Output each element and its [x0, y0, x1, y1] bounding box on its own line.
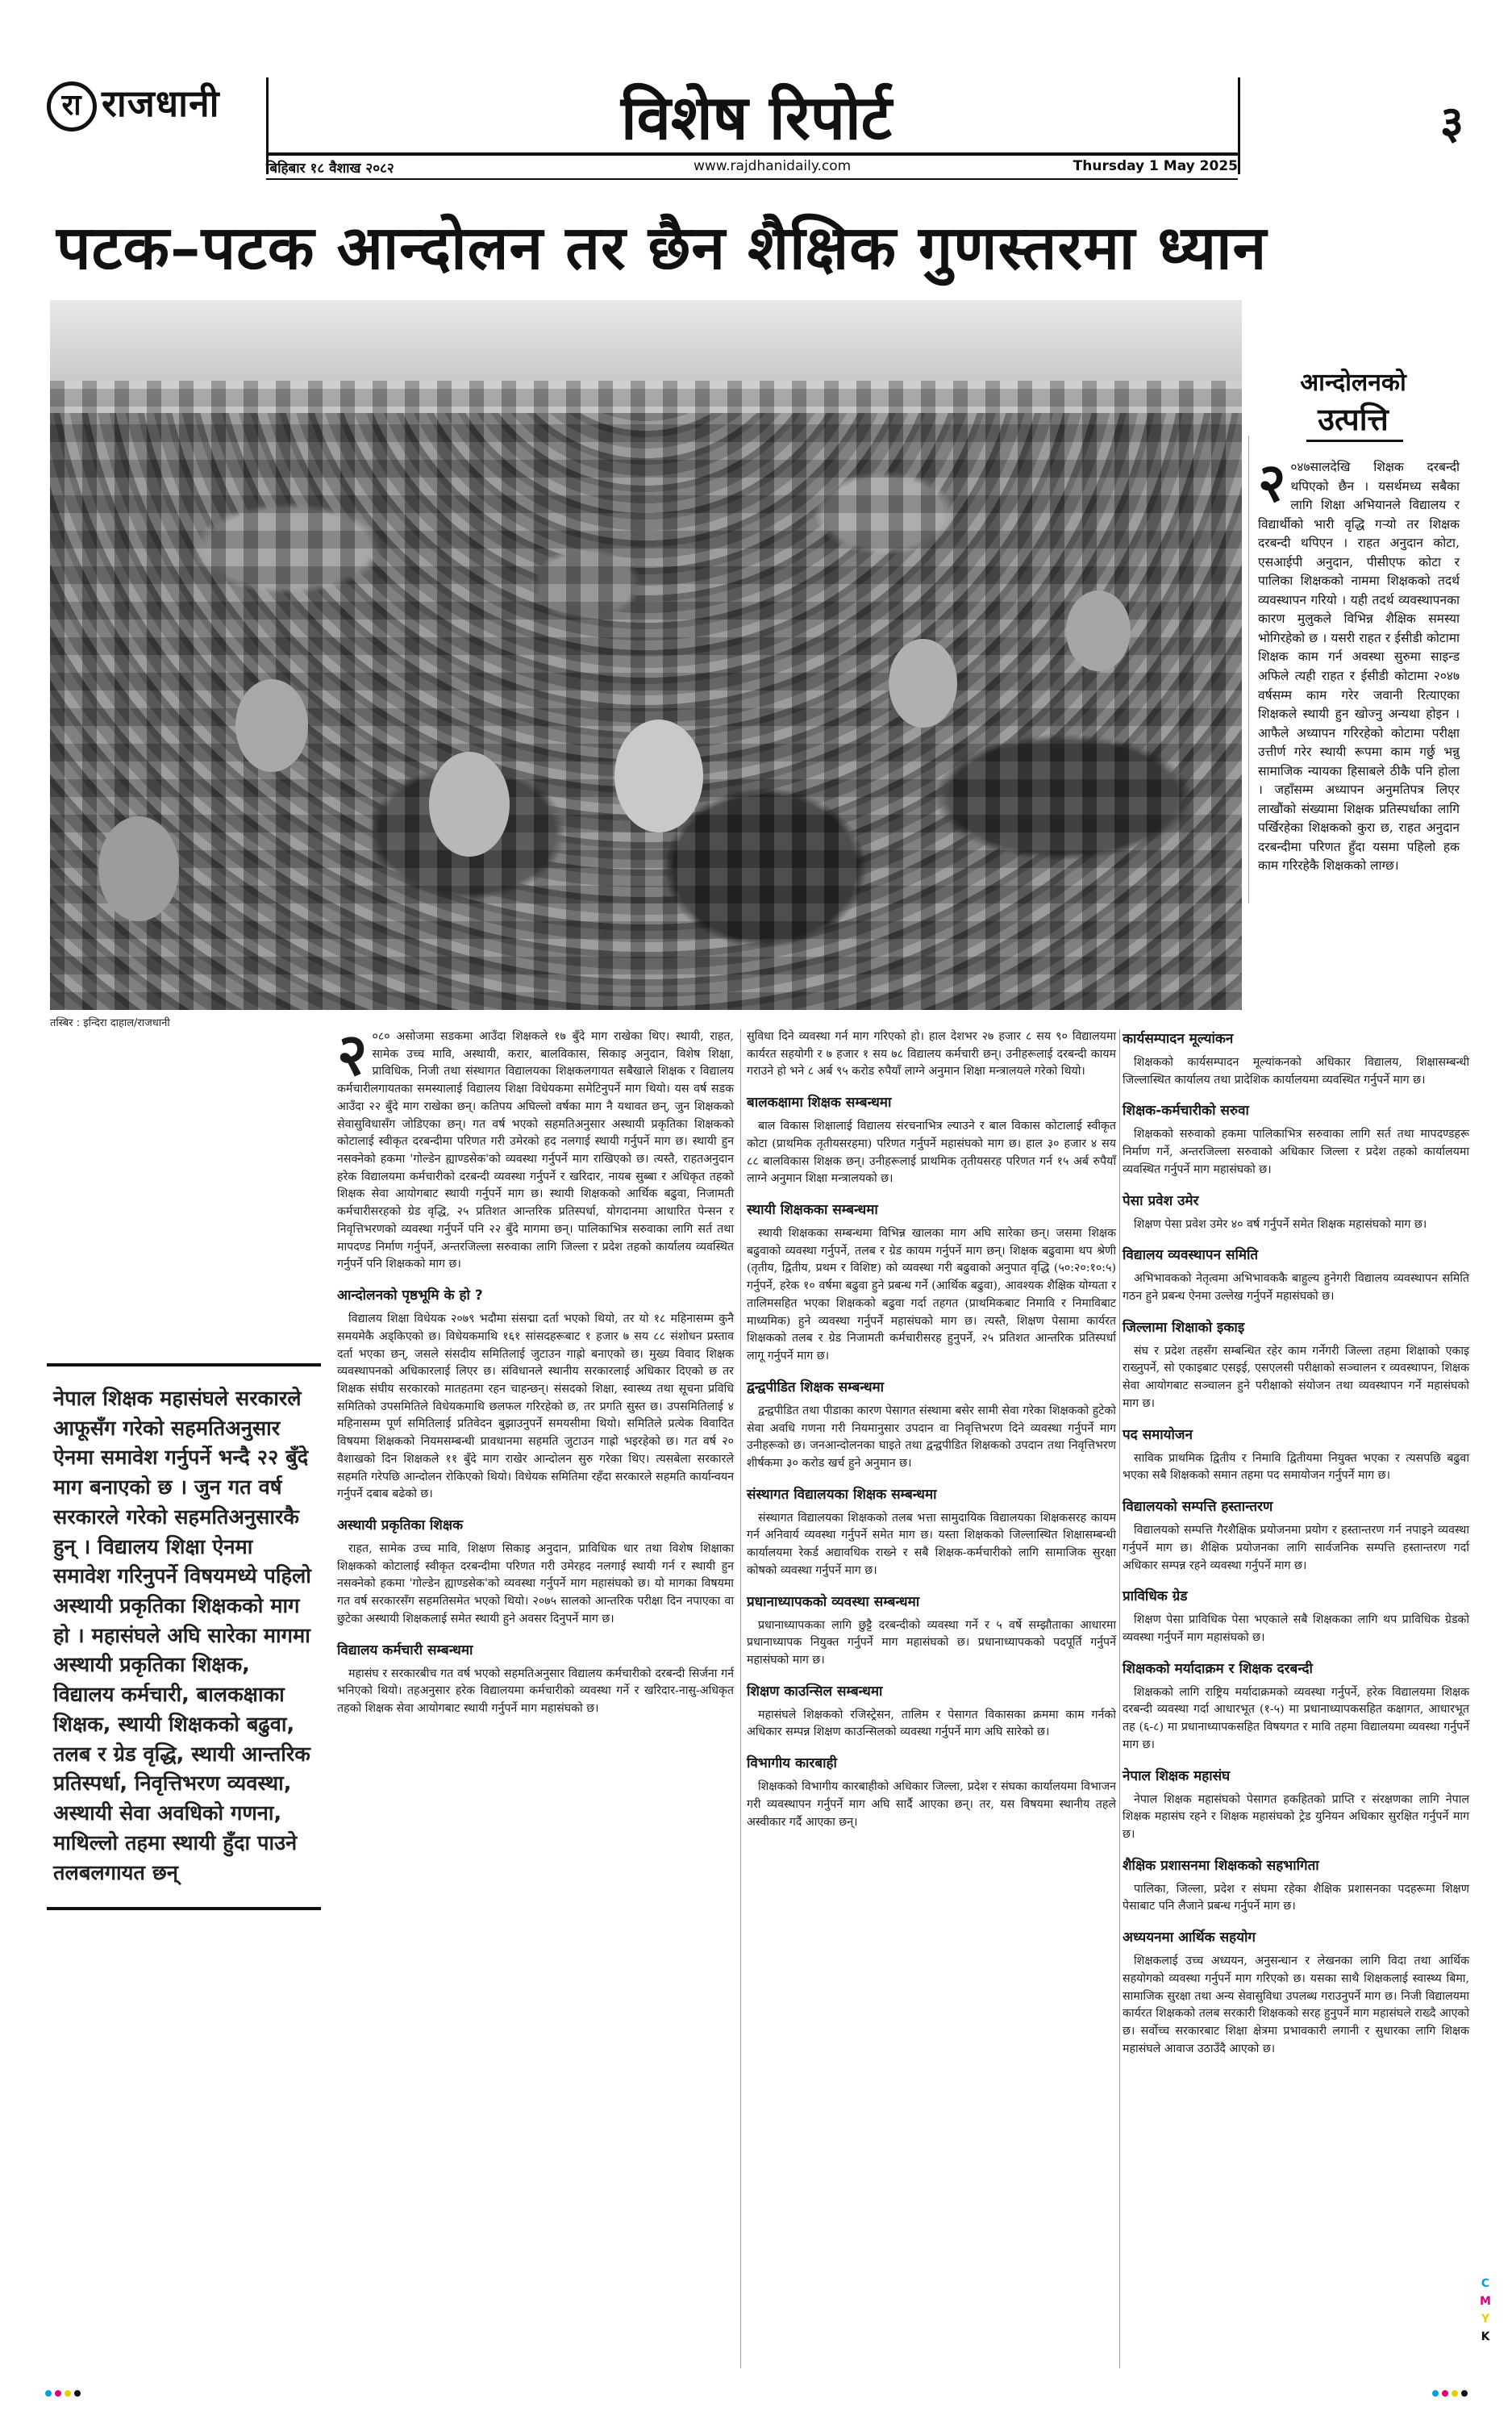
article-dropcap: २: [337, 1020, 368, 1088]
paragraph: द्वन्द्वपीडित तथा पीडाका कारण पेसागत संस्थामा बसेर सामी सेवा गरेका शिक्षकको हुटेको सेवा अवधि गणना गरी नियमानुसार उपदान वा निवृत्तिभरण दिने व्यवस्था गर्नुपर्ने माग उनीहरूको छ। जनआन्दोलनका घाइते तथा द्वन्द्वपीडित शिक्षकको उपदान तथा निवृत्तिभरण शीर्षकमा ३० करोड खर्च हुने अनुमान छ।: [747, 1404, 1116, 1470]
photo-figure: [889, 639, 957, 728]
subheading: स्थायी शिक्षकका सम्बन्धमा: [747, 1202, 878, 1219]
protest-photo: [50, 300, 1242, 1010]
cmyk-y: Y: [1481, 2313, 1490, 2326]
paragraph: महासंघ र सरकारबीच गत वर्ष भएको सहमतिअनुसार विद्यालय कर्मचारीको दरबन्दी सिर्जना गर्न भनिएको थियो। तहअनुसार हरेक विद्यालयमा कर्मचारीको व्यवस्था गर्ने र खरिदार-नासु-अधिकृत तहको शिक्षक सेवा आयोगबाट स्थायी गर्नुपर्ने माग महासंघको छ।: [337, 1667, 734, 1715]
logo-text: राजधानी: [102, 81, 220, 125]
column-rule: [740, 1029, 741, 2368]
photo-figure: [429, 752, 510, 857]
date-nepali: बिहिबार १८ वैशाख २०८२: [266, 161, 394, 177]
subheading: प्रधानाध्यापकको व्यवस्था सम्बन्धमा: [747, 1593, 920, 1610]
sidebar-title-line1: आन्दोलनको: [1300, 369, 1406, 397]
subheading: प्राविधिक ग्रेड: [1123, 1588, 1188, 1605]
paragraph: सुविधा दिने व्यवस्था गर्न माग गरिएको हो। हाल देशभर २७ हजार ८ सय ९० विद्यालयमा कार्यरत सहयोगी र ७ हजार १ सय ७८ विद्यालय कर्मचारी छन्। उनीहरूलाई दरबन्दी कायम गराउने हो भने ८ अर्ब ९५ करोड रुपैयाँ लाग्ने अनुमान शिक्षा मन्त्रालयले गरेको थियो।: [747, 1030, 1116, 1079]
pull-quote-text: नेपाल शिक्षक महासंघले सरकारले आफूसँग गरेको सहमतिअनुसार ऐनमा समावेश गर्नुपर्ने भन्दै २२ बुँदे माग बनाएको छ । जुन गत वर्ष सरकारले गरेको सहमतिअनुसारकै हुन् । विद्यालय शिक्षा ऐनमा समावेश गरिनुपर्ने विषयमध्ये पहिलो अस्थायी प्रकृतिका शिक्षकको माग हो । महासंघले अघि सारेका मागमा अस्थायी प्रकृतिका शिक्षक, विद्यालय कर्मचारी, बालकक्षाका शिक्षक, स्थायी शिक्षकको बढुवा, तलब र ग्रेड वृद्धि, स्थायी आन्तरिक प्रतिस्पर्धा, निवृत्तिभरण व्यवस्था, अस्थायी सेवा अवधिको गणना, माथिल्लो तहमा स्थायी हुँदा पाउने तलबलगायत छन्: [53, 1387, 311, 1885]
subheading: बालकक्षामा शिक्षक सम्बन्धमा: [747, 1095, 892, 1112]
article-intro: ०८० असोजमा सडकमा आउँदा शिक्षकले १७ बुँदे माग राखेका थिए। स्थायी, राहत, सामेक उच्च मावि, अस्थायी, करार, बालविकास, सिकाइ अनुदान, विशेष शिक्षा, प्राविधिक, निजी तथा संस्थागत विद्यालयका शिक्षकलगायत सबैखाले शिक्षक र विद्यालय कर्मचारीलगायतका समस्यालाई विद्यालय शिक्षा विधेयकमा समेटिनुपर्ने माग थियो। यस वर्ष सडक आउँदा २२ बुँदे माग राखेका छन्। कतिपय अघिल्लो वर्षका माग नै यथावत छन्, जुन शिक्षकको सेवासुविधासँग जोडिएका छन्। गत वर्ष भएको सहमतिअनुसार अस्थायी प्रकृतिका शिक्षकको कोटालाई स्वीकृत दरबन्दीमा परिणत गरी उमेरको हद नलगाई स्थायी गर्नुपर्ने माग छ। स्थायी हुन नसक्नेको हकमा 'गोल्डेन ह्याण्डसेक'को व्यवस्था गर्नुपर्ने माग राखिएको छ। त्यस्तै, राहतअनुदान हरेक विद्यालयमा कर्मचारीको दरबन्दी व्यवस्था गर्नुपर्ने र खरिदार, नायब सुब्बा र अधिकृत तहको शिक्षक सेवा आयोगबाट स्थायी गर्नुपर्ने माग छ। स्थायी शिक्षकको आर्थिक बढुवा, निजामती कर्मचारीसरहको ग्रेड वृद्धि, २५ प्रतिशत आन्तरिक प्रतिस्पर्धा, योगदानमा आधारित पेन्सन र निवृत्तिभरणको व्यवस्था गर्नुपर्ने पनि २२ बुँदे मागमा छन्। पालिकाभित्र सरुवाका लागि सर्त तथा मापदण्ड निर्माण गर्नुपर्ने, अन्तरजिल्ला सरुवाका लागि जिल्ला र प्रदेश तहको कार्यालय व्यवस्थित गर्नुपर्ने पनि शिक्षकको माग छ।: [337, 1030, 734, 1271]
paragraph: शिक्षकको लागि राष्ट्रिय मर्यादाक्रमको व्यवस्था गर्नुपर्ने, हरेक विद्यालयमा शिक्षक दरबन्दी व्यवस्था गर्दा आधारभूत (१-५) मा प्रधानाध्यापकसहित कक्षागत, आधारभूत तह (६-८) मा प्रधानाध्यापकसहित विषयगत र मावि तहमा विद्यालयमा व्यवस्था गर्नुपर्ने माग छ।: [1123, 1685, 1469, 1751]
subheading: नेपाल शिक्षक महासंघ: [1123, 1767, 1231, 1784]
paragraph: प्रधानाध्यापकका लागि छुट्टै दरबन्दीको व्यवस्था गर्ने र ५ वर्षे सम्झौताका आधारमा प्रधानाध्यापक नियुक्त गर्नुपर्ने माग महासंघको छ। प्रधानाध्यापकको पदपूर्ति गर्नुपर्ने महासंघको माग छ।: [747, 1618, 1116, 1667]
subheading: शैक्षिक प्रशासनमा शिक्षकको सहभागिता: [1123, 1857, 1319, 1874]
cmyk-registration-marks: [1477, 2275, 1494, 2346]
paragraph: महासंघले शिक्षकको रजिस्ट्रेसन, तालिम र पेसागत विकासका क्रममा काम गर्नको अधिकार सम्पन्न शिक्षण काउन्सिलको व्यवस्था गर्नुपर्ने माग अघि सारेको छ।: [747, 1708, 1116, 1739]
paragraph: पालिका, जिल्ला, प्रदेश र संघमा रहेका शैक्षिक प्रशासनका पदहरूमा शिक्षण पेसाबाट पनि लैजाने प्रबन्ध गर्नुपर्ने माग छ।: [1123, 1882, 1469, 1913]
website-link[interactable]: www.rajdhanidaily.com: [694, 158, 852, 174]
photo-figure: [1066, 590, 1131, 671]
page-headline: पटक–पटक आन्दोलन तर छैन शैक्षिक गुणस्तरमा ध्यान: [56, 212, 1268, 283]
registration-dots: [0, 2389, 1512, 2397]
article-column-2: [747, 1028, 1116, 1836]
masthead-divider: [1238, 77, 1240, 174]
subheading: पद समायोजन: [1123, 1426, 1193, 1443]
subheading: द्वन्द्वपीडित शिक्षक सम्बन्धमा: [747, 1379, 885, 1396]
paragraph: संघ र प्रदेश तहसँग सम्बन्धित रहेर काम गर्नेगरी जिल्ला तहमा शिक्षाको एकाइ राख्नुपर्ने, सो एकाइबाट एसइई, एसएलसी परीक्षाको सञ्चालन र व्यवस्थापन, शिक्षक सेवा आयोगबाट सञ्चालन हुने परीक्षाको संयोजन तथा व्यवस्थापन गर्ने महासंघको माग छ।: [1123, 1344, 1469, 1410]
subheading: कार्यसम्पादन मूल्यांकन: [1123, 1031, 1234, 1047]
article-column-3: [1123, 1028, 1469, 2063]
photo-figure: [614, 720, 703, 832]
paragraph: शिक्षण पेसा प्रवेश उमेर ४० वर्ष गर्नुपर्ने समेत शिक्षक महासंघको माग छ।: [1134, 1217, 1427, 1231]
article-column-1: [337, 1020, 734, 1723]
sidebar-rule: [1306, 440, 1403, 442]
paragraph: संस्थागत विद्यालयका शिक्षकको तलब भत्ता सामुदायिक विद्यालयका शिक्षकसरह कायम गर्न अनिवार्य व्यवस्था गर्नुपर्ने समेत माग छ। यस्ता शिक्षकको जिल्लास्थित शिक्षासम्बन्धी कार्यालयमा रेकर्ड अद्यावधिक राख्ने र सबै शिक्षक-कर्मचारीको लागि सामाजिक सुरक्षा कोषको व्यवस्था गर्नुपर्ने माग छ।: [747, 1511, 1116, 1577]
paragraph: राहत, सामेक उच्च मावि, शिक्षण सिकाइ अनुदान, प्राविधिक धार तथा विशेष शिक्षाका शिक्षकको कोटालाई स्वीकृत दरबन्दीमा परिणत गरी उमेरहद नलगाई स्थायी गर्न र स्थायी हुन नसक्नेको हकमा 'गोल्डेन ह्याण्डसेक'को व्यवस्था गर्नुपर्ने माग महासंघको छ। यो मागका विषयमा गत वर्ष सरकारसँग सहमतिसमेत भएको थियो। २०७५ सालको आन्तरिक परीक्षा दिन नपाएका वा छुटेका अस्थायी शिक्षकलाई समेत स्थायी हुने अवसर दिनुपर्ने माग छ।: [337, 1542, 734, 1625]
subheading: विद्यालय कर्मचारी सम्बन्धमा: [337, 1642, 473, 1659]
cmyk-k: K: [1481, 2330, 1490, 2343]
newspaper-logo: [47, 77, 220, 131]
paragraph: शिक्षकको सरुवाको हकमा पालिकाभित्र सरुवाका लागि सर्त तथा मापदण्डहरू निर्माण गर्ने, अन्तरजिल्ला सरुवाको अधिकार जिल्ला र प्रदेश तहको कार्यालयमा व्यवस्थित गर्नुपर्ने माग महासंघको छ।: [1123, 1128, 1469, 1176]
page-number: ३: [1439, 96, 1464, 149]
paragraph: शिक्षकको कार्यसम्पादन मूल्यांकनको अधिकार विद्यालय, शिक्षासम्बन्धी जिल्लास्थित कार्यालय तथा प्रादेशिक कार्यालयमा व्यवस्थित गर्नुपर्ने माग छ।: [1123, 1056, 1469, 1087]
photo-figure: [235, 679, 308, 772]
subheading: विद्यालय व्यवस्थापन समिति: [1123, 1247, 1259, 1264]
logo-mark: रा: [47, 81, 97, 131]
subheading: शिक्षकको मर्यादाक्रम र शिक्षक दरबन्दी: [1123, 1660, 1313, 1677]
paragraph: विद्यालय शिक्षा विधेयक २०७९ भदौमा संसद्मा दर्ता भएको थियो, तर यो १८ महिनासम्म कुनै समयमेकै अड्किएको छ। विधेयकमाथि १६१ सांसदहरूबाट १ हजार ७ सय ८८ संशोधन प्रस्ताव दर्ता भएका छन्, जसले संसदीय समितिलाई जुटाउन गाह्रो बनाएको छ। मुख्य विवाद शिक्षक व्यवस्थापनको अधिकारलाई लिएर छ। संविधानले स्थानीय सरकारलाई अधिकार दिएको छ तर शिक्षक संघीय सरकारको मातहतमा रहन चाहन्छन्। संसदको शिक्षा, स्वास्थ्य तथा सूचना प्रविधि समितिको उपसमितिले विधेयकमाथि छलफल गरिरहेको छ, तर प्रगति सुस्त छ। उपसमितिलाई ४ महिनासम्म पूर्ण समितिलाई प्रतिवेदन बुझाउनुपर्ने समयसीमा थियो। समितिले प्रत्येक विवादित विषयमा शिक्षकको नियमसम्बन्धी प्रावधानमा सहमति जुटाउन गाह्रो भइरहेको छ। गत वर्ष २० वैशाखको दिन शिक्षकले ११ बुँदे माग राखेर आन्दोलन सुरु गरेका थिए। त्यसबेला सरकारले सहमति गरेपछि आन्दोलन रोकिएको थियो। विधेयक समितिमा रहँदा सरकारले सहमति कार्यान्वयन गर्नुपर्ने दबाब बढेको छ।: [337, 1312, 734, 1501]
sidebar-body: [1258, 451, 1460, 876]
date-bar: [266, 152, 1238, 180]
sidebar-heading: [1248, 365, 1458, 440]
paragraph: स्थायी शिक्षकका सम्बन्धमा विभिन्न खालका माग अघि सारेका छन्। जसमा शिक्षक बढुवाको व्यवस्था गर्नुपर्ने, तलब र ग्रेड कायम गर्नुपर्ने माग छन्। शिक्षक बढुवामा थप श्रेणी (तृतीय, द्वितीय, प्रथम र विशिष्ट) को व्यवस्था गरी बढुवाको अनुपात वृद्धि (५०:२०:१०:५) गर्नुपर्ने, हरेक १० वर्षमा बढुवा हुने प्रबन्ध गर्ने (आर्थिक बढुवा), आवश्यक शैक्षिक योग्यता र तालिमसहित भएका शिक्षकको बढुवा गर्दा तहगत (प्राथमिकबाट निमावि र निमाविबाट माध्यमिक) हुने व्यवस्था गर्नुपर्ने महासंघको माग छ। त्यस्तै, शिक्षण पेसामा कार्यरत शिक्षकको तलब र ग्रेड निजामती कर्मचारीसरह हुनुपर्ने, २५ प्रतिशत आन्तरिक प्रतिस्पर्धा लागू गर्नुपर्ने माग छ।: [747, 1227, 1116, 1363]
paragraph: अभिभावकको नेतृत्वमा अभिभावककै बाहुल्य हुनेगरी विद्यालय व्यवस्थापन समिति गठन हुने प्रबन्ध ऐनमा उल्लेख गर्नुपर्ने महासंघको छ।: [1123, 1272, 1469, 1304]
subheading: अस्थायी प्रकृतिका शिक्षक: [337, 1517, 464, 1533]
date-english: Thursday 1 May 2025: [1073, 158, 1238, 174]
subheading: आन्दोलनको पृष्ठभूमि के हो ?: [337, 1287, 483, 1304]
paragraph: शिक्षण पेसा प्राविधिक पेसा भएकाले सबै शिक्षकका लागि थप प्राविधिक ग्रेडको व्यवस्था गर्नुपर्ने माग महासंघको छ।: [1123, 1613, 1469, 1644]
photo-figure: [98, 816, 179, 921]
subheading: शिक्षक-कर्मचारीको सरुवा: [1123, 1103, 1249, 1120]
subheading: शिक्षण काउन्सिल सम्बन्धमा: [747, 1683, 883, 1700]
photo-caption: तस्बिर : इन्दिरा दाहाल/राजधानी: [50, 1017, 170, 1029]
paragraph: विद्यालयको सम्पत्ति गैरशैक्षिक प्रयोजनमा प्रयोग र हस्तान्तरण गर्न नपाइने व्यवस्था गर्नुपर्ने माग छ। शैक्षिक प्रयोजनका लागि सार्वजनिक सम्पत्ति हस्तान्तरण गर्दा अधिकार सम्पन्न रहने व्यवस्था गर्नुपर्ने माग छ।: [1123, 1524, 1469, 1572]
paragraph: शिक्षकलाई उच्च अध्ययन, अनुसन्धान र लेखनका लागि विदा तथा आर्थिक सहयोगको व्यवस्था गर्नुपर्ने माग गरिएको छ। यसका साथै शिक्षकलाई स्वास्थ्य बिमा, सामाजिक सुरक्षा तथा अन्य सेवासुविधा उपलब्ध गराउनुपर्ने माग छ। निजी विद्यालयमा कार्यरत शिक्षकको तलब सरकारी शिक्षकको सरह हुनुपर्ने माग महासंघले राख्दै आएको छ। सर्वोच्च सरकारबाट शिक्षा क्षेत्रमा प्रभावकारी लगानी र सुधारका लागि शिक्षक महासंघले आवाज उठाउँदै आएको छ।: [1123, 1955, 1469, 2055]
sidebar-title-line2: उत्पत्ति: [1318, 401, 1389, 437]
subheading: अध्ययनमा आर्थिक सहयोग: [1123, 1930, 1256, 1946]
section-title: विशेष रिपोर्ट: [621, 81, 892, 153]
subheading: संस्थागत विद्यालयका शिक्षक सम्बन्धमा: [747, 1486, 937, 1503]
cmyk-c: C: [1481, 2277, 1490, 2290]
paragraph: शिक्षकको विभागीय कारबाहीको अधिकार जिल्ला, प्रदेश र संघका कार्यालयमा विभाजन गरी व्यवस्थापन गर्नुपर्ने माग अघि सार्दै आएका छन्। तर, यस विषयमा स्थानीय तहले अस्वीकार गर्दै आएका छन्।: [747, 1780, 1116, 1829]
pull-quote: [47, 1363, 321, 1910]
subheading: जिल्लामा शिक्षाको इकाइ: [1123, 1319, 1245, 1336]
subheading: विभागीय कारबाही: [747, 1755, 837, 1772]
column-rule: [1119, 1029, 1120, 2368]
cmyk-m: M: [1480, 2295, 1491, 2308]
paragraph: नेपाल शिक्षक महासंघको पेसागत हकहितको प्राप्ति र संरक्षणका लागि नेपाल शिक्षक महासंघ रहने र शिक्षक महासंघको ट्रेड युनियन अधिकार सुरक्षित गर्नुपर्ने माग छ।: [1123, 1792, 1469, 1841]
subheading: विद्यालयको सम्पत्ति हस्तान्तरण: [1123, 1499, 1273, 1516]
photo-crowd: [50, 381, 1242, 1010]
paragraph: बाल विकास शिक्षालाई विद्यालय संरचनाभित्र ल्याउने र बाल विकास कोटालाई स्वीकृत कोटा (प्राथमिक तृतीयसरहमा) परिणत गर्नुपर्ने महासंघको माग छ। हाल ३० हजार ४ सय ८८ बालविकास शिक्षक छन्। उनीहरूलाई प्राथमिक तृतीयसरह परिणत गर्न १५ अर्ब रुपैयाँ लाग्ने अनुमान शिक्षा मन्त्रालयको छ।: [747, 1120, 1116, 1186]
sidebar-text: ०४७सालदेखि शिक्षक दरबन्दी थपिएको छैन । यसर्थमध्य सबैका लागि शिक्षा अभियानले विद्यालय र विद्यार्थीको भारी वृद्धि गर्‍यो तर शिक्षक दरबन्दी थपिएन । राहत अनुदान कोटा, एसआईपी अनुदान, पीसीएफ कोटा र पालिका शिक्षकको नाममा शिक्षकको तदर्थ व्यवस्थापन गरियो । यही तदर्थ व्यवस्थापनका कारण मुलुकले विभिन्न शैक्षिक समस्या भोगिरहेको छ । यसरी राहत र ईसीडी कोटामा शिक्षक काम गर्न अवस्था सुरुमा साइन्ड अफिले त्यही राहत र ईसीडी कोटामा २०४७ वर्षसम्म काम गरेर जवानी रित्याएका शिक्षकले स्थायी हुन खोज्नु अन्यथा होइन । आफैले अध्यापन गरिरहेको कोटामा परीक्षा उत्तीर्ण गरेर स्थायी रूपमा काम गर्छु भन्नु सामाजिक न्यायका हिसाबले ठीकै पनि होला । जहाँसम्म अध्यापन अनुमतिपत्र लिएर लाखौंको संख्यामा शिक्षक प्रतिस्पर्धाका लागि पर्खिरहेका शिक्षकको कुरा छ, राहत अनुदान दरबन्दीमा परिणत हुँदा यसमा पहिलो हक काम गरिरहेकै शिक्षकको लाग्छ।: [1258, 460, 1460, 874]
paragraph: साविक प्राथमिक द्वितीय र निमावि द्वितीयमा नियुक्त भएका र त्यसपछि बढुवा भएका सबै शिक्षकको समान तहमा पद समायोजन गर्नुपर्ने माग छ।: [1123, 1451, 1469, 1483]
subheading: पेसा प्रवेश उमेर: [1123, 1192, 1199, 1209]
sidebar-dropcap: २: [1258, 451, 1286, 514]
